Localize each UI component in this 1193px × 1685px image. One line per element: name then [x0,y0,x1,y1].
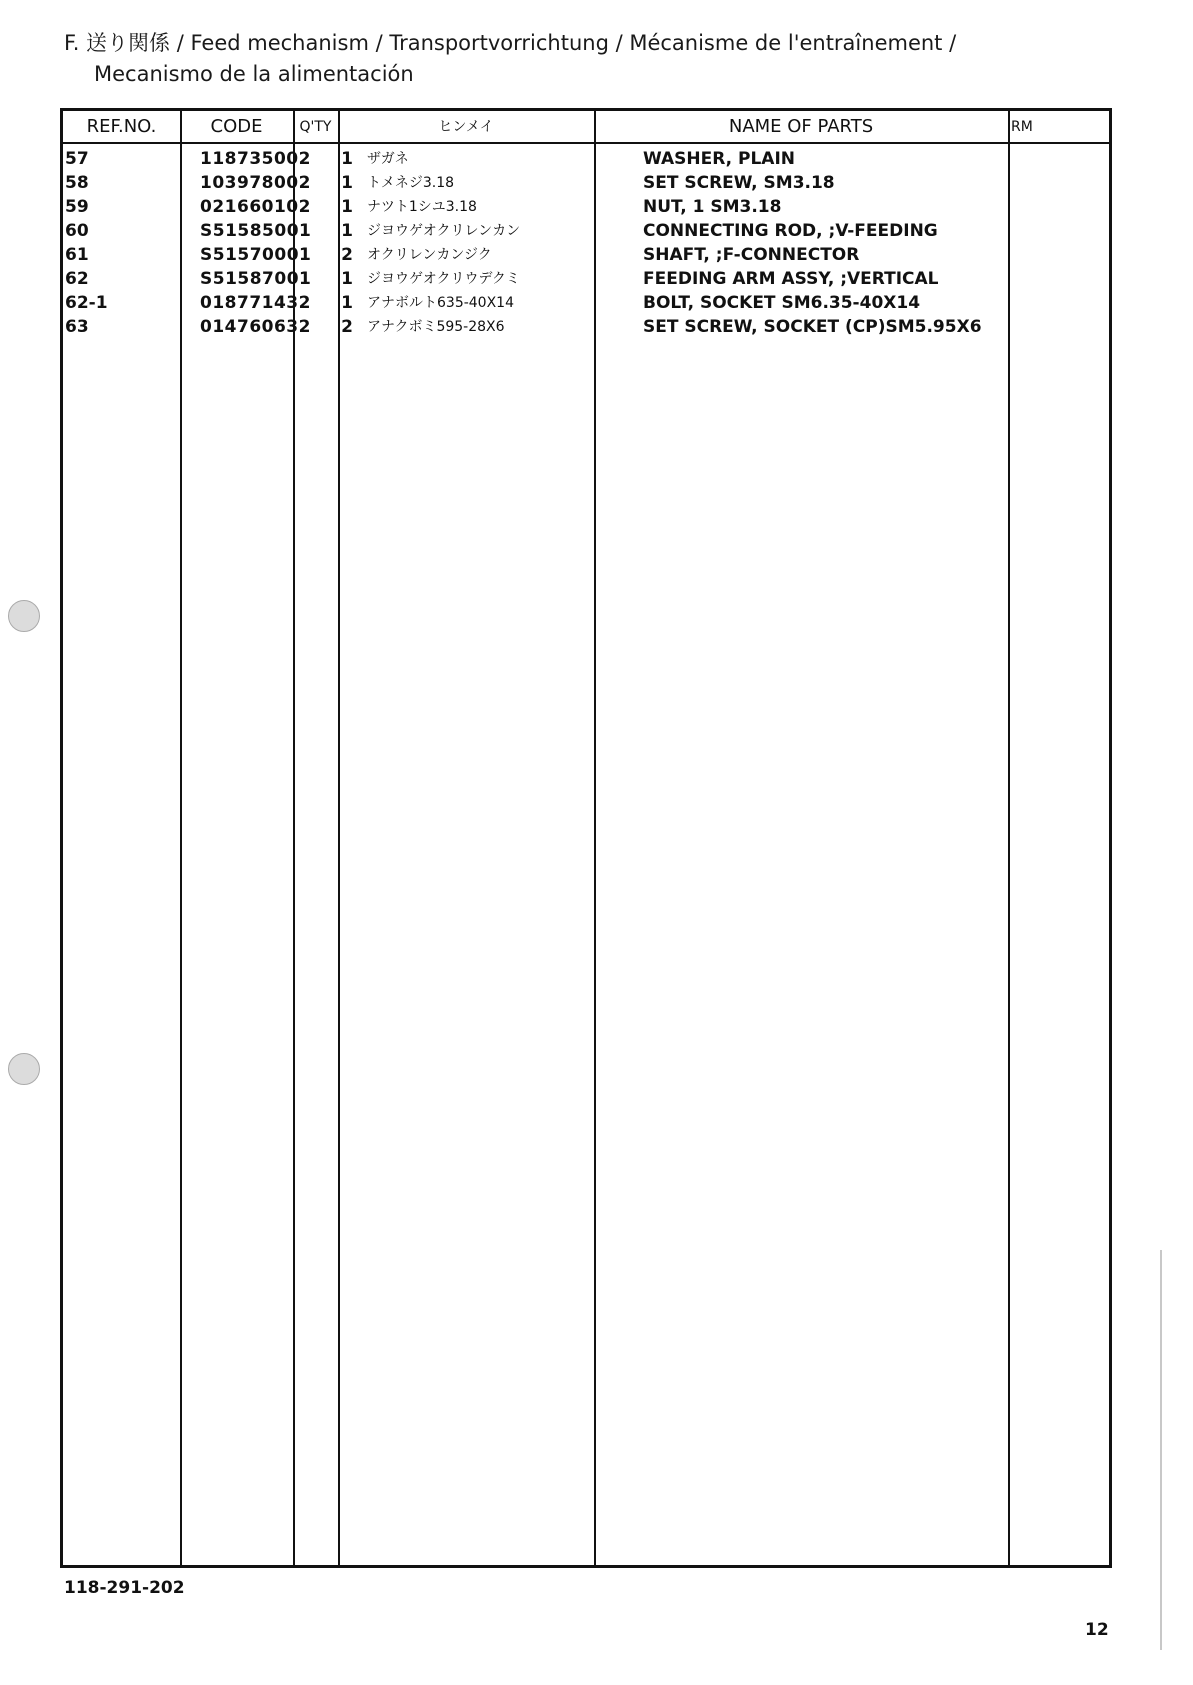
part-code: 103978002 [200,173,311,193]
table-row [63,195,1109,219]
part-name: SHAFT, ;F-CONNECTOR [643,245,860,265]
table-row [63,291,1109,315]
part-code: 018771432 [200,293,311,313]
quantity: 1 [341,173,353,193]
header-kana-name: ヒンメイ [438,119,494,135]
table-row [63,243,1109,267]
part-name: NUT, 1 SM3.18 [643,197,782,217]
part-name: SET SCREW, SOCKET (CP)SM5.95X6 [643,317,982,337]
table-body [63,147,1109,339]
kana-name: ザガネ [367,151,409,167]
ref-no: 61 [65,245,89,265]
punch-hole-icon [8,1053,40,1085]
punch-hole-icon [8,600,40,632]
part-code: S51587001 [200,269,312,289]
kana-name: ジヨウゲオクリウデクミ [367,271,520,287]
ref-no: 63 [65,317,89,337]
title-line-2: Mecanismo de la alimentación [94,62,414,86]
header-name-of-parts: NAME OF PARTS [728,116,874,137]
header-ref-no: REF.NO. [86,116,157,137]
part-name: BOLT, SOCKET SM6.35-40X14 [643,293,921,313]
table-row [63,147,1109,171]
quantity: 1 [341,221,353,241]
quantity: 1 [341,149,353,169]
part-code: 014760632 [200,317,311,337]
kana-name: トメネジ3.18 [367,175,455,191]
part-code: 021660102 [200,197,311,217]
table-row [63,219,1109,243]
part-name: WASHER, PLAIN [643,149,796,169]
quantity: 2 [341,245,353,265]
kana-name: ナツト1シユ3.18 [367,199,477,215]
ref-no: 59 [65,197,89,217]
kana-name: アナクボミ595-28X6 [367,319,505,335]
quantity: 1 [341,197,353,217]
document-code: 118-291-202 [64,1578,185,1598]
part-code: S51585001 [200,221,312,241]
header-divider [63,142,1109,144]
ref-no: 60 [65,221,89,241]
kana-name: アナボルト635-40X14 [367,295,514,311]
scan-edge-line [1160,1250,1162,1650]
table-row [63,171,1109,195]
part-name: SET SCREW, SM3.18 [643,173,835,193]
quantity: 1 [341,293,353,313]
header-code: CODE [210,116,263,137]
quantity: 1 [341,269,353,289]
quantity: 2 [341,317,353,337]
ref-no: 57 [65,149,89,169]
part-code: 118735002 [200,149,311,169]
header-remarks: RM [1011,119,1033,135]
part-name: FEEDING ARM ASSY, ;VERTICAL [643,269,939,289]
title-line-1: F. 送り関係 / Feed mechanism / Transportvorrichtung / Mécanisme de l'entraînement / [64,31,957,55]
ref-no: 58 [65,173,89,193]
kana-name: オクリレンカンジク [367,247,492,263]
page-number: 12 [1085,1620,1109,1640]
part-name: CONNECTING ROD, ;V-FEEDING [643,221,938,241]
kana-name: ジヨウゲオクリレンカン [367,223,521,239]
page-title [64,28,956,90]
header-qty: Q'TY [299,119,332,135]
table-row [63,267,1109,291]
part-code: S51570001 [200,245,312,265]
table-row [63,315,1109,339]
parts-table [60,108,1112,1568]
ref-no: 62-1 [65,293,108,313]
ref-no: 62 [65,269,89,289]
